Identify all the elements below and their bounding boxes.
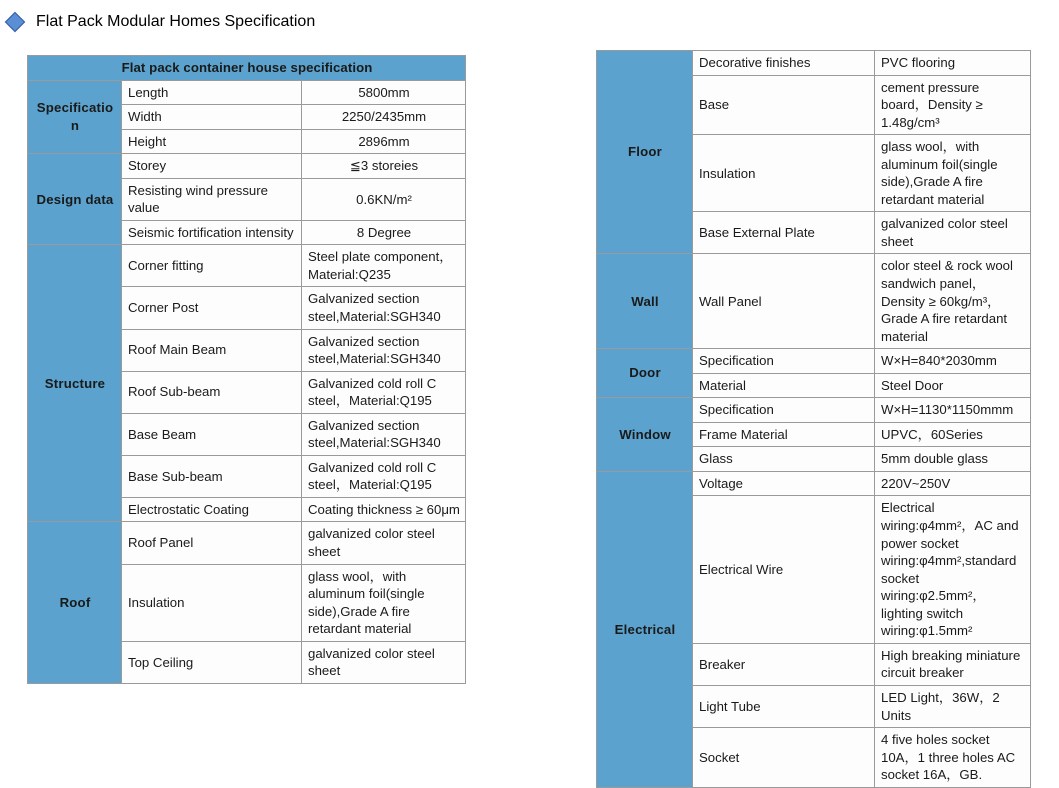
- table-row: [28, 245, 466, 287]
- left-spec-table: [27, 55, 466, 684]
- table-row: [597, 254, 1031, 349]
- group-label-design-data: Design data: [28, 154, 122, 245]
- row-item-specification: Specification: [693, 398, 875, 423]
- row-value-insulation: glass wool，with aluminum foil(single side),Grade A fire retardant material: [302, 564, 466, 641]
- row-item-height: Height: [122, 129, 302, 154]
- row-value-base: cement pressure board，Density ≥ 1.48g/cm³: [875, 75, 1031, 135]
- row-item-electrostatic-coating: Electrostatic Coating: [122, 497, 302, 522]
- table-row: [28, 154, 466, 179]
- row-item-frame-material: Frame Material: [693, 422, 875, 447]
- row-item-breaker: Breaker: [693, 643, 875, 685]
- page-title: Flat Pack Modular Homes Specification: [36, 13, 316, 30]
- row-value-height: 2896mm: [302, 129, 466, 154]
- row-item-resisting-wind-pressure-value: Resisting wind pressure value: [122, 178, 302, 220]
- row-item-base-beam: Base Beam: [122, 413, 302, 455]
- row-value-roof-sub-beam: Galvanized cold roll C steel，Material:Q195: [302, 371, 466, 413]
- row-item-decorative-finishes: Decorative finishes: [693, 51, 875, 76]
- table-row: [597, 349, 1031, 374]
- row-value-width: 2250/2435mm: [302, 105, 466, 130]
- row-item-roof-sub-beam: Roof Sub-beam: [122, 371, 302, 413]
- row-value-socket: 4 five holes socket 10A，1 three holes AC socket 16A，GB.: [875, 728, 1031, 788]
- group-label-structure: Structure: [28, 245, 122, 522]
- table-row: [597, 51, 1031, 76]
- row-item-voltage: Voltage: [693, 471, 875, 496]
- row-value-light-tube: LED Light，36W，2 Units: [875, 685, 1031, 727]
- row-value-base-sub-beam: Galvanized cold roll C steel，Material:Q195: [302, 455, 466, 497]
- group-label-door: Door: [597, 349, 693, 398]
- right-spec-table: [596, 50, 1031, 788]
- row-value-resisting-wind-pressure-value: 0.6KN/m²: [302, 178, 466, 220]
- row-value-corner-fitting: Steel plate component，Material:Q235: [302, 245, 466, 287]
- row-value-storey: ≦3 storeies: [302, 154, 466, 179]
- row-value-seismic-fortification-intensity: 8 Degree: [302, 220, 466, 245]
- row-item-roof-main-beam: Roof Main Beam: [122, 329, 302, 371]
- row-item-specification: Specification: [693, 349, 875, 374]
- row-item-base: Base: [693, 75, 875, 135]
- row-value-voltage: 220V~250V: [875, 471, 1031, 496]
- row-item-material: Material: [693, 373, 875, 398]
- row-value-roof-main-beam: Galvanized section steel,Material:SGH340: [302, 329, 466, 371]
- table-caption-row: [28, 56, 466, 81]
- group-label-wall: Wall: [597, 254, 693, 349]
- row-value-wall-panel: color steel & rock wool sandwich panel，Density ≥ 60kg/m³，Grade A fire retardant material: [875, 254, 1031, 349]
- row-item-electrical-wire: Electrical Wire: [693, 496, 875, 643]
- row-item-wall-panel: Wall Panel: [693, 254, 875, 349]
- row-item-insulation: Insulation: [122, 564, 302, 641]
- row-value-electrostatic-coating: Coating thickness ≥ 60μm: [302, 497, 466, 522]
- row-value-electrical-wire: Electrical wiring:φ4mm²，AC and power socket wiring:φ4mm²,standard socket wiring:φ2.5mm²，lighting switch wiring:φ1.5mm²: [875, 496, 1031, 643]
- table-row: [28, 522, 466, 564]
- group-label-specification: Specification: [28, 80, 122, 154]
- group-label-roof: Roof: [28, 522, 122, 683]
- group-label-floor: Floor: [597, 51, 693, 254]
- row-item-storey: Storey: [122, 154, 302, 179]
- row-item-base-sub-beam: Base Sub-beam: [122, 455, 302, 497]
- row-value-top-ceiling: galvanized color steel sheet: [302, 641, 466, 683]
- row-item-width: Width: [122, 105, 302, 130]
- row-item-socket: Socket: [693, 728, 875, 788]
- row-value-length: 5800mm: [302, 80, 466, 105]
- row-item-base-external-plate: Base External Plate: [693, 212, 875, 254]
- row-item-roof-panel: Roof Panel: [122, 522, 302, 564]
- table-row: [28, 80, 466, 105]
- row-value-roof-panel: galvanized color steel sheet: [302, 522, 466, 564]
- row-value-base-beam: Galvanized section steel,Material:SGH340: [302, 413, 466, 455]
- row-item-light-tube: Light Tube: [693, 685, 875, 727]
- group-label-window: Window: [597, 398, 693, 472]
- row-item-top-ceiling: Top Ceiling: [122, 641, 302, 683]
- row-value-glass: 5mm double glass: [875, 447, 1031, 472]
- row-value-decorative-finishes: PVC flooring: [875, 51, 1031, 76]
- group-label-electrical: Electrical: [597, 471, 693, 787]
- row-item-corner-fitting: Corner fitting: [122, 245, 302, 287]
- row-value-specification: W×H=840*2030mm: [875, 349, 1031, 374]
- table-caption: Flat pack container house specification: [28, 56, 466, 81]
- table-row: [597, 471, 1031, 496]
- row-item-length: Length: [122, 80, 302, 105]
- row-value-breaker: High breaking miniature circuit breaker: [875, 643, 1031, 685]
- row-item-seismic-fortification-intensity: Seismic fortification intensity: [122, 220, 302, 245]
- row-value-corner-post: Galvanized section steel,Material:SGH340: [302, 287, 466, 329]
- row-value-specification: W×H=1130*1150mmm: [875, 398, 1031, 423]
- table-row: [597, 398, 1031, 423]
- row-item-corner-post: Corner Post: [122, 287, 302, 329]
- page-header: [0, 0, 315, 44]
- diamond-icon: [4, 11, 26, 33]
- row-item-glass: Glass: [693, 447, 875, 472]
- row-value-insulation: glass wool，with aluminum foil(single side),Grade A fire retardant material: [875, 135, 1031, 212]
- row-value-frame-material: UPVC，60Series: [875, 422, 1031, 447]
- row-item-insulation: Insulation: [693, 135, 875, 212]
- row-value-base-external-plate: galvanized color steel sheet: [875, 212, 1031, 254]
- row-value-material: Steel Door: [875, 373, 1031, 398]
